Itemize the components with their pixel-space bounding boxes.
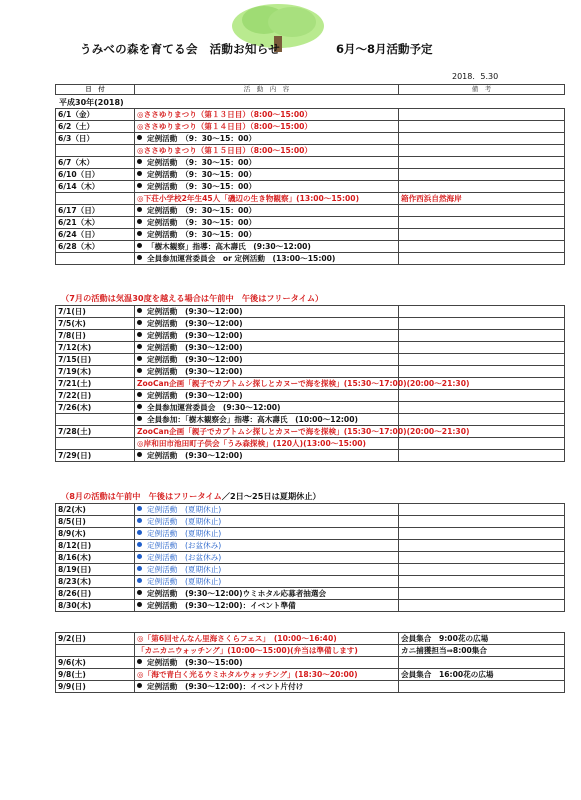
schedule-row	[56, 342, 565, 354]
row-content-cell	[135, 133, 399, 145]
schedule-row	[56, 253, 565, 265]
row-content: 定例活動 (9:30～12:00)	[147, 331, 243, 340]
row-note-cell	[399, 390, 565, 402]
row-content-cell	[135, 426, 470, 438]
bullet-dot-icon	[137, 320, 142, 325]
schedule-row	[56, 402, 565, 414]
row-note-cell	[399, 330, 565, 342]
schedule-row	[56, 516, 565, 528]
row-date: 6/1（金）	[56, 109, 135, 121]
row-note-cell	[399, 588, 565, 600]
row-content: 定例活動 （9：30～15：00）	[147, 134, 257, 143]
row-date: 8/5(日)	[56, 516, 135, 528]
row-content: 定例活動 (9:30～12:00)	[147, 391, 243, 400]
schedule-row	[56, 669, 565, 681]
row-date: 6/2（土）	[56, 121, 135, 133]
bullet-dot-icon	[137, 404, 142, 409]
schedule-row	[56, 633, 565, 645]
row-content-cell	[135, 193, 399, 205]
row-note-cell	[399, 600, 565, 612]
row-note-cell	[399, 318, 565, 330]
header-table	[55, 84, 565, 95]
row-date	[56, 253, 135, 265]
row-date: 7/22(日)	[56, 390, 135, 402]
row-content: 定例活動 (9:30～12:00)	[147, 307, 243, 316]
schedule-row	[56, 552, 565, 564]
schedule-row	[56, 109, 565, 121]
row-date: 6/14（木）	[56, 181, 135, 193]
row-note-cell	[399, 504, 565, 516]
bullet-dot-icon	[137, 416, 142, 421]
row-content-cell	[135, 657, 399, 669]
row-content: 定例活動 （9：30～15：00）	[147, 206, 257, 215]
row-note-cell	[399, 552, 565, 564]
schedule-row	[56, 681, 565, 693]
row-content-cell	[135, 516, 399, 528]
row-content-cell	[135, 378, 470, 390]
bullet-dot-icon	[137, 243, 142, 248]
row-note-cell	[399, 205, 565, 217]
bullet-dot-icon	[137, 344, 142, 349]
bullet-dot-icon	[137, 183, 142, 188]
row-date: 7/15(日)	[56, 354, 135, 366]
schedule-row	[56, 121, 565, 133]
bullet-dot-icon	[137, 542, 142, 547]
row-note: カニ捕獲担当⇒8:00集合	[401, 646, 487, 655]
row-date: 8/2(木)	[56, 504, 135, 516]
row-date: 7/12(木)	[56, 342, 135, 354]
row-content: 定例活動 (9:30～12:00)ウミホタル応募者抽選会	[147, 589, 327, 598]
bullet-dot-icon	[137, 231, 142, 236]
schedule-row	[56, 145, 565, 157]
row-date	[56, 145, 135, 157]
schedule-row	[56, 169, 565, 181]
row-content: 全員参加運営委員会 or 定例活動 (13:00～15:00)	[147, 254, 336, 263]
schedule-row	[56, 205, 565, 217]
row-content: ◎ささゆりまつり（第１３日目）（8:00～15:00）	[137, 110, 312, 119]
row-note-cell	[399, 229, 565, 241]
row-content: ◎岸和田市池田町子供会「うみ森探検」(120人)(13:00～15:00)	[137, 439, 366, 448]
july-heading: （7月の活動は気温30度を越える場合は午前中 午後はフリータイム）	[61, 293, 324, 303]
row-content: 定例活動 (9:30～12:00)：イベント片付け	[147, 682, 304, 691]
row-content: ◎「海で青白く光るウミホタルウォッチング」(18:30～20:00)	[137, 670, 358, 679]
row-content: 定例活動 (9:30～12:00)：イベント準備	[147, 601, 296, 610]
col-content-header: 活 動 内 容	[135, 85, 399, 95]
row-content: 定例活動 (夏期休止)	[147, 577, 222, 586]
row-content: ◎「第6回せんなん里海さくらフェス」 (10:00～16:40)	[137, 634, 337, 643]
bullet-dot-icon	[137, 159, 142, 164]
june-table	[55, 108, 565, 265]
row-content: 定例活動 (夏期休止)	[147, 565, 222, 574]
row-note-cell	[399, 181, 565, 193]
row-content-cell	[135, 330, 399, 342]
row-content: ZooCan企画「親子でカブトムシ探しとカヌーで海を探検」(15:30～17:00)(20:00～21:30)	[137, 427, 470, 436]
row-content-cell	[135, 552, 399, 564]
row-note-cell	[399, 121, 565, 133]
row-date: 9/2(日)	[56, 633, 135, 645]
row-date: 9/6(木)	[56, 657, 135, 669]
row-note-cell	[399, 354, 565, 366]
row-content: 定例活動 (お盆休み)	[147, 541, 222, 550]
bullet-dot-icon	[137, 135, 142, 140]
bullet-dot-icon	[137, 683, 142, 688]
row-content: 全員参加運営委員会 (9:30～12:00)	[147, 403, 281, 412]
schedule-row	[56, 378, 565, 390]
row-content: 定例活動 （9：30～15：00）	[147, 158, 257, 167]
row-content-cell	[135, 157, 399, 169]
row-content-cell	[135, 318, 399, 330]
row-note-cell	[399, 157, 565, 169]
row-content-cell	[135, 681, 399, 693]
bullet-dot-icon	[137, 171, 142, 176]
row-content-cell	[135, 540, 399, 552]
row-note-cell	[399, 645, 565, 657]
bullet-dot-icon	[137, 452, 142, 457]
august-heading-black: ／2日～25日は夏期休止）	[221, 491, 321, 501]
bullet-dot-icon	[137, 392, 142, 397]
row-note-cell	[399, 133, 565, 145]
row-content-cell	[135, 528, 399, 540]
row-note-cell	[399, 669, 565, 681]
bullet-dot-icon	[137, 308, 142, 313]
row-content-cell	[135, 366, 399, 378]
row-content: 定例活動 （9：30～15：00）	[147, 170, 257, 179]
row-date: 7/21(土)	[56, 378, 135, 390]
bullet-dot-icon	[137, 506, 142, 511]
row-date: 7/8(日)	[56, 330, 135, 342]
august-heading-red: （8月の活動は午前中 午後はフリータイム	[61, 491, 222, 501]
schedule-row	[56, 306, 565, 318]
row-note-cell	[399, 241, 565, 253]
row-content-cell	[135, 576, 399, 588]
bullet-dot-icon	[137, 356, 142, 361]
schedule-row	[56, 217, 565, 229]
bullet-dot-icon	[137, 530, 142, 535]
row-date	[56, 193, 135, 205]
bullet-dot-icon	[137, 219, 142, 224]
row-date: 8/30(木)	[56, 600, 135, 612]
schedule-row	[56, 528, 565, 540]
row-content: ◎ささゆりまつり（第１５日目）（8:00～15:00）	[137, 146, 312, 155]
row-note-cell	[399, 342, 565, 354]
row-date	[56, 645, 135, 657]
row-date: 6/7（木）	[56, 157, 135, 169]
row-content-cell	[135, 450, 399, 462]
schedule-row	[56, 181, 565, 193]
row-content-cell	[135, 253, 399, 265]
bullet-dot-icon	[137, 659, 142, 664]
schedule-row	[56, 193, 565, 205]
row-content: 「カニカニウォッチング」(10:00～15:00)(弁当は準備します)	[137, 646, 358, 655]
col-note-header: 備 考	[399, 85, 565, 95]
row-content: 定例活動 (9:30～12:00)	[147, 451, 243, 460]
row-content-cell	[135, 564, 399, 576]
schedule-row	[56, 318, 565, 330]
schedule-row	[56, 564, 565, 576]
schedule-row	[56, 241, 565, 253]
row-note-cell	[399, 193, 565, 205]
row-date	[56, 438, 135, 450]
row-content-cell	[135, 402, 399, 414]
row-content-cell	[135, 504, 399, 516]
schedule-row	[56, 576, 565, 588]
row-content-cell	[135, 169, 399, 181]
schedule-row	[56, 390, 565, 402]
period-title: 6月～8月活動予定	[336, 42, 433, 56]
bullet-dot-icon	[137, 368, 142, 373]
row-content: 定例活動 (夏期休止)	[147, 505, 222, 514]
schedule-row	[56, 330, 565, 342]
row-note-cell	[399, 402, 565, 414]
row-date: 8/16(木)	[56, 552, 135, 564]
row-content-cell	[135, 600, 399, 612]
row-content: 定例活動 （9：30～15：00）	[147, 182, 257, 191]
row-content: ZooCan企画「親子でカブトムシ探しとカヌーで海を探検」(15:30～17:00)(20:00～21:30)	[137, 379, 470, 388]
row-date: 9/8(土)	[56, 669, 135, 681]
bullet-dot-icon	[137, 566, 142, 571]
schedule-row	[56, 588, 565, 600]
row-content-cell	[135, 121, 399, 133]
bullet-dot-icon	[137, 207, 142, 212]
row-content-cell	[135, 633, 399, 645]
row-content: ◎ささゆりまつり（第１４日目）（8:00～15:00）	[137, 122, 312, 131]
schedule-row	[56, 354, 565, 366]
row-content-cell	[135, 645, 399, 657]
august-table	[55, 503, 565, 612]
schedule-row	[56, 133, 565, 145]
row-date	[56, 414, 135, 426]
row-date: 7/5(木)	[56, 318, 135, 330]
row-note-cell	[399, 109, 565, 121]
row-date: 6/28（木）	[56, 241, 135, 253]
row-note-cell	[399, 450, 565, 462]
row-content-cell	[135, 145, 399, 157]
row-content-cell	[135, 229, 399, 241]
schedule-row	[56, 414, 565, 426]
schedule-row	[56, 229, 565, 241]
row-note-cell	[399, 681, 565, 693]
row-note: 会員集合 16:00花の広場	[401, 670, 494, 679]
row-date: 6/21（木）	[56, 217, 135, 229]
row-date: 8/23(木)	[56, 576, 135, 588]
row-content: 定例活動 (9:30～15:00)	[147, 658, 243, 667]
row-content-cell	[135, 181, 399, 193]
row-content-cell	[135, 217, 399, 229]
row-date: 8/19(日)	[56, 564, 135, 576]
row-content: ◎下荘小学校2年生45人「磯辺の生き物観察」(13:00～15:00)	[137, 194, 360, 203]
schedule-row	[56, 157, 565, 169]
row-content-cell	[135, 414, 399, 426]
row-note-cell	[399, 145, 565, 157]
row-date: 8/12(日)	[56, 540, 135, 552]
row-note-cell	[399, 169, 565, 181]
row-content-cell	[135, 588, 399, 600]
row-content: 定例活動 (夏期休止)	[147, 517, 222, 526]
july-table	[55, 305, 565, 462]
row-note-cell	[399, 366, 565, 378]
row-date: 7/19(木)	[56, 366, 135, 378]
row-note-cell	[399, 528, 565, 540]
row-content: 定例活動 (9:30～12:00)	[147, 367, 243, 376]
row-note-cell	[399, 253, 565, 265]
row-note-cell	[399, 306, 565, 318]
bullet-dot-icon	[137, 590, 142, 595]
bullet-dot-icon	[137, 554, 142, 559]
row-note-cell	[399, 540, 565, 552]
row-content: 定例活動 (お盆休み)	[147, 553, 222, 562]
bullet-dot-icon	[137, 332, 142, 337]
col-date-header: 日 付	[56, 85, 135, 95]
schedule-row	[56, 450, 565, 462]
bullet-dot-icon	[137, 255, 142, 260]
row-date: 7/28(土)	[56, 426, 135, 438]
row-content: 定例活動 （9：30～15：00）	[147, 218, 257, 227]
row-date: 6/24（日）	[56, 229, 135, 241]
row-content-cell	[135, 390, 399, 402]
row-note-cell	[399, 633, 565, 645]
schedule-row	[56, 504, 565, 516]
row-content-cell	[135, 438, 399, 450]
row-content: 定例活動 (9:30～12:00)	[147, 355, 243, 364]
september-table	[55, 632, 565, 693]
bullet-dot-icon	[137, 518, 142, 523]
issue-date: 2018．5.30	[452, 72, 499, 81]
row-content: 定例活動 (9:30～12:00)	[147, 343, 243, 352]
row-date: 7/26(木)	[56, 402, 135, 414]
row-date: 8/26(日)	[56, 588, 135, 600]
row-content: 定例活動 （9：30～15：00）	[147, 230, 257, 239]
schedule-row	[56, 657, 565, 669]
row-content: 「樹木観察」指導：高木壽氏 (9:30～12:00)	[147, 242, 311, 251]
row-content: 定例活動 (9:30～12:00)	[147, 319, 243, 328]
row-date: 7/29(日)	[56, 450, 135, 462]
page-title: うみべの森を育てる会 活動お知らせ	[80, 42, 281, 56]
row-content-cell	[135, 205, 399, 217]
row-date: 9/9(日)	[56, 681, 135, 693]
schedule-row	[56, 438, 565, 450]
row-date: 6/17（日）	[56, 205, 135, 217]
row-content-cell	[135, 354, 399, 366]
schedule-row	[56, 600, 565, 612]
row-note-cell	[399, 576, 565, 588]
schedule-row	[56, 366, 565, 378]
row-date: 8/9(木)	[56, 528, 135, 540]
row-content-cell	[135, 669, 399, 681]
schedule-row	[56, 540, 565, 552]
schedule-row	[56, 426, 565, 438]
bullet-dot-icon	[137, 578, 142, 583]
row-note-cell	[399, 564, 565, 576]
row-date: 7/1(日)	[56, 306, 135, 318]
row-date: 6/10（日）	[56, 169, 135, 181]
row-note-cell	[399, 438, 565, 450]
row-note: 箱作西浜自然海岸	[401, 194, 462, 203]
august-heading	[61, 491, 321, 502]
row-note-cell	[399, 217, 565, 229]
row-content: 定例活動 (夏期休止)	[147, 529, 222, 538]
row-note-cell	[399, 516, 565, 528]
row-content-cell	[135, 109, 399, 121]
row-note-cell	[399, 657, 565, 669]
year-label: 平成30年(2018)	[59, 98, 124, 107]
row-content-cell	[135, 241, 399, 253]
row-content: 全員参加：「樹木観察会」指導：高木壽氏 (10:00～12:00)	[147, 415, 358, 424]
bullet-dot-icon	[137, 602, 142, 607]
row-note-cell	[399, 414, 565, 426]
schedule-row	[56, 645, 565, 657]
row-note: 会員集合 9:00花の広場	[401, 634, 489, 643]
row-content-cell	[135, 342, 399, 354]
row-date: 6/3（日）	[56, 133, 135, 145]
row-content-cell	[135, 306, 399, 318]
